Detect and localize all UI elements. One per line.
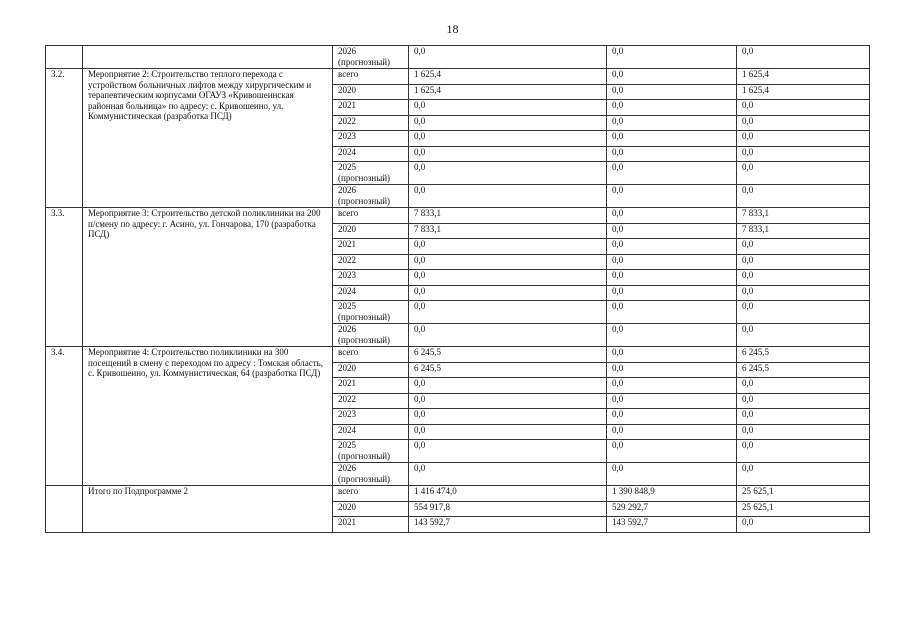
- source-b-cell: 0,0: [737, 115, 870, 131]
- source-a-cell: 0,0: [607, 424, 737, 440]
- total-cell: 0,0: [409, 115, 607, 131]
- source-a-cell: 529 292,7: [607, 501, 737, 517]
- year-cell: 2026 (прогнозный): [333, 185, 409, 208]
- source-b-cell: 0,0: [737, 409, 870, 425]
- activity-name: Мероприятие 2: Строительство теплого перехода с устройством больничных лифтов между хирургическим и терапевтическим корпусами ОГАУЗ «Кривошеинская районная больница» по адресу: с. Кривошеино, ул. Коммунистическая (разработка ПСД): [83, 69, 333, 208]
- total-cell: 0,0: [409, 424, 607, 440]
- funding-table: [45, 45, 870, 533]
- source-b-cell: 1 625,4: [737, 69, 870, 85]
- source-b-cell: 0,0: [737, 270, 870, 286]
- source-b-cell: 0,0: [737, 424, 870, 440]
- total-cell: 0,0: [409, 409, 607, 425]
- year-cell: 2020: [333, 501, 409, 517]
- activity-number: 3.4.: [46, 347, 83, 486]
- year-cell: всего: [333, 347, 409, 363]
- table-row: [46, 486, 870, 502]
- source-a-cell: 0,0: [607, 254, 737, 270]
- source-a-cell: 0,0: [607, 46, 737, 69]
- source-b-cell: 7 833,1: [737, 208, 870, 224]
- source-b-cell: 0,0: [737, 185, 870, 208]
- activity-name: Мероприятие 3: Строительство детской поликлиники на 200 п/смену по адресу: г. Асино, ул. Гончарова, 170 (разработка ПСД): [83, 208, 333, 347]
- source-b-cell: 7 833,1: [737, 223, 870, 239]
- total-cell: 143 592,7: [409, 517, 607, 533]
- year-cell: 2022: [333, 393, 409, 409]
- source-a-cell: 0,0: [607, 393, 737, 409]
- source-b-cell: 0,0: [737, 440, 870, 463]
- source-a-cell: 0,0: [607, 270, 737, 286]
- source-b-cell: 0,0: [737, 146, 870, 162]
- source-b-cell: 6 245,5: [737, 362, 870, 378]
- year-cell: 2025 (прогнозный): [333, 162, 409, 185]
- source-b-cell: 0,0: [737, 46, 870, 69]
- year-cell: 2020: [333, 362, 409, 378]
- total-cell: 0,0: [409, 285, 607, 301]
- source-b-cell: 25 625,1: [737, 486, 870, 502]
- total-cell: 0,0: [409, 185, 607, 208]
- year-cell: всего: [333, 208, 409, 224]
- total-cell: 0,0: [409, 393, 607, 409]
- source-a-cell: 0,0: [607, 146, 737, 162]
- year-cell: 2023: [333, 270, 409, 286]
- year-cell: 2021: [333, 517, 409, 533]
- total-cell: 0,0: [409, 239, 607, 255]
- year-cell: 2024: [333, 146, 409, 162]
- total-cell: 0,0: [409, 463, 607, 486]
- total-cell: 0,0: [409, 46, 607, 69]
- activity-name: Мероприятие 4: Строительство поликлиники на 300 посещений в смену с переходом по адресу : Томская область, с. Кривошеино, ул. Коммунистическая, 64 (разработка ПСД): [83, 347, 333, 486]
- year-cell: 2021: [333, 100, 409, 116]
- year-cell: 2025 (прогнозный): [333, 301, 409, 324]
- total-cell: 6 245,5: [409, 362, 607, 378]
- year-cell: 2022: [333, 254, 409, 270]
- table-row: [46, 208, 870, 224]
- source-a-cell: 0,0: [607, 324, 737, 347]
- total-cell: 0,0: [409, 378, 607, 394]
- source-b-cell: 0,0: [737, 393, 870, 409]
- total-cell: 6 245,5: [409, 347, 607, 363]
- table-row: [46, 69, 870, 85]
- year-cell: всего: [333, 486, 409, 502]
- source-b-cell: 0,0: [737, 517, 870, 533]
- year-cell: 2021: [333, 378, 409, 394]
- source-b-cell: 1 625,4: [737, 84, 870, 100]
- source-a-cell: 0,0: [607, 69, 737, 85]
- total-cell: 554 917,8: [409, 501, 607, 517]
- source-b-cell: 0,0: [737, 239, 870, 255]
- source-a-cell: 0,0: [607, 84, 737, 100]
- source-a-cell: 0,0: [607, 208, 737, 224]
- source-a-cell: 0,0: [607, 239, 737, 255]
- source-a-cell: 0,0: [607, 463, 737, 486]
- total-cell: 0,0: [409, 440, 607, 463]
- activity-name: [83, 46, 333, 69]
- source-a-cell: 0,0: [607, 301, 737, 324]
- source-b-cell: 0,0: [737, 378, 870, 394]
- source-b-cell: 0,0: [737, 324, 870, 347]
- table-row: [46, 347, 870, 363]
- table-row: [46, 46, 870, 69]
- source-b-cell: 0,0: [737, 254, 870, 270]
- year-cell: 2026 (прогнозный): [333, 46, 409, 69]
- total-cell: 0,0: [409, 254, 607, 270]
- year-cell: 2026 (прогнозный): [333, 324, 409, 347]
- year-cell: 2022: [333, 115, 409, 131]
- source-b-cell: 0,0: [737, 463, 870, 486]
- source-a-cell: 0,0: [607, 409, 737, 425]
- activity-number: 3.2.: [46, 69, 83, 208]
- page-number: 18: [446, 22, 459, 36]
- year-cell: 2024: [333, 285, 409, 301]
- activity-number: [46, 46, 83, 69]
- source-b-cell: 0,0: [737, 301, 870, 324]
- total-cell: 0,0: [409, 324, 607, 347]
- total-cell: 7 833,1: [409, 208, 607, 224]
- total-cell: 1 416 474,0: [409, 486, 607, 502]
- source-a-cell: 143 592,7: [607, 517, 737, 533]
- total-cell: 0,0: [409, 270, 607, 286]
- year-cell: 2025 (прогнозный): [333, 440, 409, 463]
- year-cell: всего: [333, 69, 409, 85]
- source-b-cell: 25 625,1: [737, 501, 870, 517]
- source-a-cell: 0,0: [607, 440, 737, 463]
- total-cell: 0,0: [409, 162, 607, 185]
- source-a-cell: 0,0: [607, 378, 737, 394]
- year-cell: 2026 (прогнозный): [333, 463, 409, 486]
- source-b-cell: 0,0: [737, 131, 870, 147]
- source-a-cell: 0,0: [607, 285, 737, 301]
- year-cell: 2023: [333, 131, 409, 147]
- year-cell: 2020: [333, 223, 409, 239]
- source-a-cell: 0,0: [607, 100, 737, 116]
- source-a-cell: 0,0: [607, 162, 737, 185]
- source-a-cell: 0,0: [607, 347, 737, 363]
- source-a-cell: 0,0: [607, 185, 737, 208]
- total-cell: 1 625,4: [409, 84, 607, 100]
- activity-number: [46, 486, 83, 533]
- total-cell: 0,0: [409, 131, 607, 147]
- activity-number: 3.3.: [46, 208, 83, 347]
- source-a-cell: 0,0: [607, 223, 737, 239]
- total-cell: 7 833,1: [409, 223, 607, 239]
- source-a-cell: 0,0: [607, 131, 737, 147]
- year-cell: 2021: [333, 239, 409, 255]
- source-a-cell: 0,0: [607, 362, 737, 378]
- source-b-cell: 0,0: [737, 100, 870, 116]
- total-cell: 0,0: [409, 100, 607, 116]
- source-b-cell: 6 245,5: [737, 347, 870, 363]
- source-b-cell: 0,0: [737, 162, 870, 185]
- source-b-cell: 0,0: [737, 285, 870, 301]
- year-cell: 2024: [333, 424, 409, 440]
- year-cell: 2020: [333, 84, 409, 100]
- activity-name: Итого по Подпрограмме 2: [83, 486, 333, 533]
- total-cell: 0,0: [409, 146, 607, 162]
- year-cell: 2023: [333, 409, 409, 425]
- source-a-cell: 1 390 848,9: [607, 486, 737, 502]
- total-cell: 1 625,4: [409, 69, 607, 85]
- total-cell: 0,0: [409, 301, 607, 324]
- funding-table-body: [46, 46, 870, 533]
- source-a-cell: 0,0: [607, 115, 737, 131]
